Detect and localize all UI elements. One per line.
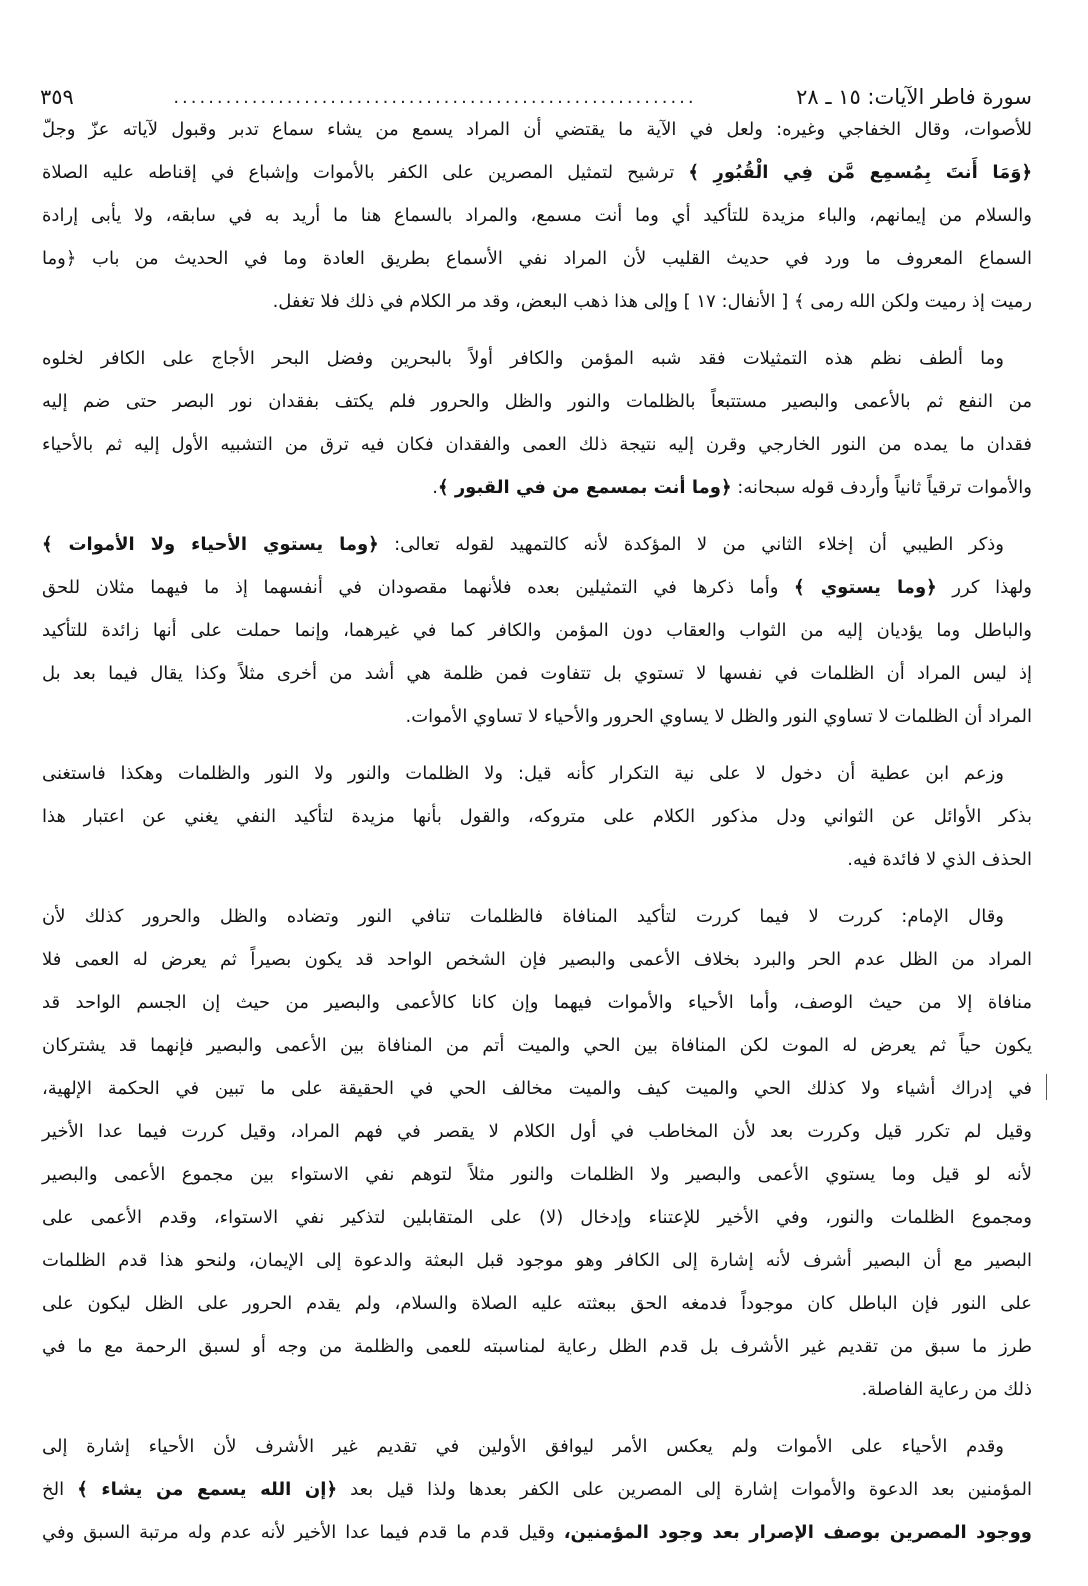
text-segment: والأموات ترقياً ثانياً وأردف قوله سبحانه: — [731, 477, 1032, 498]
text-segment: ترشيح لتمثيل المصرين على الكفر بالأموات وإشباع في إقناطه عليه الصلاة — [42, 162, 689, 183]
text-segment: وأما ذكرها في التمثيلين بعده فلأنهما مقصودان في أنفسهما إذ ما فيهما مثلان للحق — [42, 577, 794, 598]
text-line: من النفع ثم بالأعمى والبصير مستتبعاً بالظلمات والنور والظل والحرور فلم يكتف بفقدان نور البصر حتى ضم إليه — [42, 391, 1032, 412]
text-line: بذكر الأوائل عن الثواني ودل مذكور الكلام على متروكه، والقول بأنها مزيدة لتأكيد النفي يغني عن اعتبار هذا — [42, 806, 1032, 827]
text-segment: وقيل قدم ما قدم فيما عدا الأخير لأنه عدم وله مرتبة السبق وفي — [42, 1522, 564, 1543]
paragraph — [42, 523, 1032, 738]
text-segment: الخ — [42, 1479, 78, 1500]
text-segment: وذكر الطيبي أن إخلاء الثاني من لا المؤكدة لأنه كالتمهيد لقوله تعالى: — [378, 534, 1004, 555]
text-line: لأنه لو قيل وما يستوي الأعمى والبصير ولا الظلمات والنور مثلاً لتوهم نفي الاستواء بين مجموع الأعمى والبصير — [42, 1164, 1032, 1185]
page-number: ٣٥٩ — [40, 85, 74, 109]
paragraph — [42, 895, 1032, 1411]
bold-text-segment: ووجود المصرين بوصف الإصرار بعد وجود المؤمنين، — [563, 1522, 1032, 1543]
text-segment: المؤمنين بعد الدعوة والأموات إشارة إلى المصرين على الكفر بعدها ولذا قيل بعد — [337, 1479, 1032, 1500]
text-line: إذ ليس المراد أن الظلمات في نفسها لا تستوي بل تتفاوت فمن ظلمة هي أشد من أخرى مثلاً وكذا يقال فيما بعد بل — [42, 663, 1032, 684]
text-line: البصير مع أن البصير أشرف لأنه إشارة إلى الكافر وهو موجود قبل البعثة والدعوة إلى الإيمان، ولنحو هذا قدم الظلمات — [42, 1250, 1032, 1271]
quran-quote: ﴿وما يستوي الأحياء ولا الأموات ﴾ — [42, 534, 379, 555]
chapter-title: سورة فاطر الآيات: ١٥ ـ ٢٨ — [796, 85, 1032, 109]
text-line — [42, 1468, 1032, 1511]
page-body — [42, 108, 1032, 1554]
paragraph — [42, 108, 1032, 323]
text-line — [42, 566, 1032, 609]
text-line: ذلك من رعاية الفاصلة. — [861, 1379, 1032, 1400]
text-line: وقال الإمام: كررت لا فيما كررت لتأكيد المنافاة فالظلمات تنافي النور وتضاده والظل والحرور كذلك لأن — [42, 906, 1004, 927]
text-line: على النور فإن الباطل كان موجوداً فدمغه الحق ببعثته عليه الصلاة والسلام، ولم يقدم الحرور على الظل ليكون على — [42, 1293, 1032, 1314]
text-line: فقدان ما يمده من النور الخارجي وقرن إليه نتيجة ذلك العمى والفقدان فكان فيه ترق من التشبيه الأول إليه ثم بالأحياء — [42, 434, 1032, 455]
text-segment: . — [432, 477, 438, 498]
text-segment: ولهذا كرر — [936, 577, 1032, 598]
text-line: المراد أن الظلمات لا تساوي النور والظل لا يساوي الحرور والأحياء لا تساوي الأموات. — [405, 706, 1032, 727]
text-line: وقيل لم تكرر قيل وكررت بعد لأن المخاطب في أول الكلام لا يقصر في فهم المراد، وقيل كررت فيما عدا الأخير — [42, 1121, 1032, 1142]
text-line: في إدراك أشياء ولا كذلك الحي والميت كيف والميت مخالف الحي في الحقيقة على ما تبين في الحكمة الإلهية، — [42, 1078, 1032, 1099]
text-line: طرز ما سبق من تقديم غير الأشرف بل قدم الظل رعاية لمناسبته للعمى والظلمة من وجه أو لسبق الرحمة مع ما في — [42, 1336, 1032, 1357]
paragraph — [42, 337, 1032, 509]
text-line — [42, 523, 1032, 566]
text-line — [42, 466, 1032, 509]
text-line: يكون حياً ثم يعرض له الموت لكن المنافاة بين الحي والميت أتم من المنافاة بين الأعمى والبصير فإنهما قد يشتركان — [42, 1035, 1032, 1056]
quran-quote: ﴿وما يستوي ﴾ — [794, 577, 937, 598]
text-line: الحذف الذي لا فائدة فيه. — [847, 849, 1032, 870]
text-line: للأصوات، وقال الخفاجي وغيره: ولعل في الآية ما يقتضي أن المراد يسمع من يشاء سماع تدبر وقبول لآياته عزّ وجلّ — [42, 119, 1032, 140]
text-line: وقدم الأحياء على الأموات ولم يعكس الأمر ليوافق الأولين في تقديم غير الأشرف لأن الأحياء إشارة إلى — [42, 1436, 1004, 1457]
text-line: منافاة إلا من حيث الوصف، وأما الأحياء والأموات فيهما وإن كانا كالأعمى والبصير من حيث إن الجسم الواحد قد — [42, 992, 1032, 1013]
margin-mark — [1046, 1074, 1047, 1100]
text-line: رميت إذ رميت ولكن الله رمى ﴾ [ الأنفال: ١٧ ] وإلى هذا ذهب البعض، وقد مر الكلام في ذلك فلا تغفل. — [272, 291, 1032, 312]
text-line — [42, 151, 1032, 194]
text-line: وزعم ابن عطية أن دخول لا على نية التكرار كأنه قيل: ولا الظلمات والنور ولا النور والظلمات وهكذا فاستغنى — [42, 763, 1004, 784]
quran-quote: ﴿وَمَا أَنتَ بِمُسمِع مَّن فِي الْقُبُورِ ﴾ — [688, 162, 1032, 183]
text-line: ومجموع الظلمات والنور، وفي الأخير للإعتناء وإدخال (لا) على المتقابلين لتذكير نفي الاستواء، وقدم الأعمى على — [42, 1207, 1032, 1228]
quran-quote: ﴿إن الله يسمع من يشاء ﴾ — [77, 1479, 338, 1500]
quran-quote: ﴿وما أنت بمسمع من في القبور ﴾ — [438, 477, 732, 498]
text-line: المراد من الظل عدم الحر والبرد بخلاف الأعمى والبصير فإن الشخص الواحد قد يكون بصيراً ثم يعرض له العمى فلا — [42, 949, 1032, 970]
text-line — [42, 1511, 1032, 1554]
text-line: والسلام من إيمانهم، والباء مزيدة للتأكيد أي وما أنت مسمع، والمراد بالسماع هنا ما أريد به في سابقه، ولا يأبى إرادة — [42, 205, 1032, 226]
text-line: السماع المعروف ما ورد في حديث القليب لأن المراد نفي الأسماع بطريق العادة وما في الحديث من باب ﴿وما — [42, 248, 1032, 269]
dot-leader: ............................................................ — [173, 86, 697, 108]
text-line: وما ألطف نظم هذه التمثيلات فقد شبه المؤمن والكافر أولاً بالبحرين وفضل البحر الأجاج على الكافر لخلوه — [42, 348, 1004, 369]
paragraph — [42, 752, 1032, 881]
paragraph — [42, 1425, 1032, 1554]
text-line: والباطل وما يؤديان إليه من الثواب والعقاب دون المؤمن والكافر كما في غيرهما، وإنما حملت على أنها زائدة للتأكيد — [42, 620, 1032, 641]
